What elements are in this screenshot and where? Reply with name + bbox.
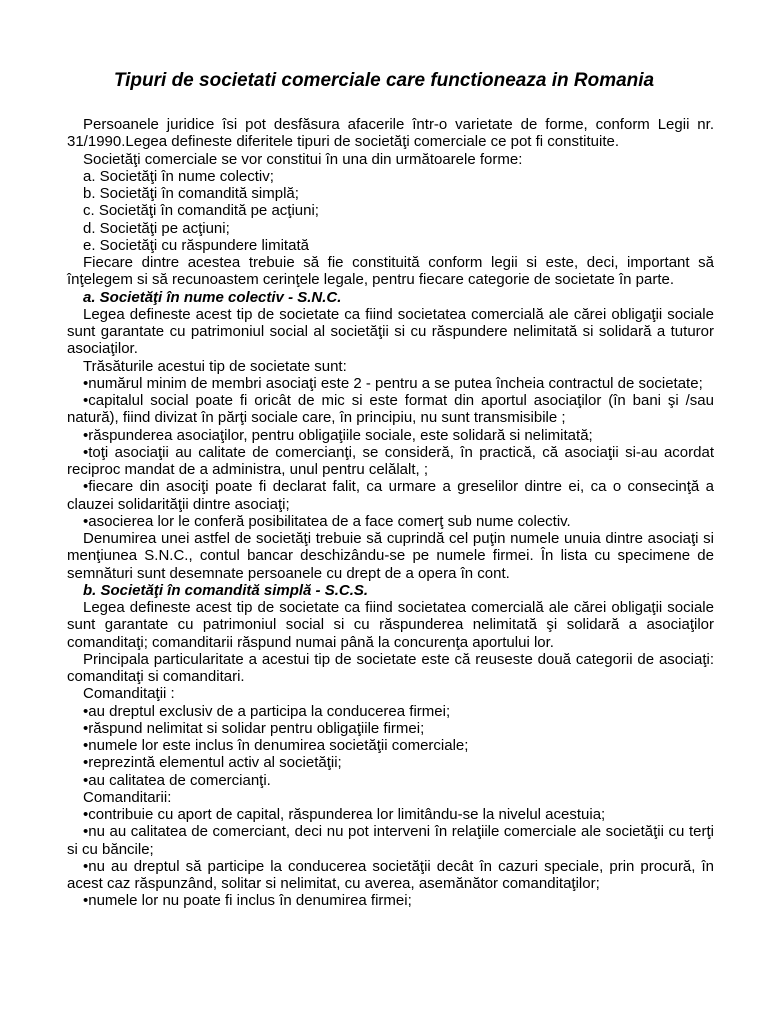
document-body: [67, 116, 714, 910]
general-partner-trait-item: •numele lor este inclus în denumirea societăţii comerciale;: [83, 737, 469, 754]
scs-section: [67, 582, 714, 910]
general-partner-trait-item: •reprezintă elementul activ al societăţii;: [83, 754, 342, 772]
snc-trait-item-continuation: natură), fiind divizat în părţi sociale care, în principiu, nu sunt transmisibile ;: [67, 409, 566, 427]
requirements-paragraph-line: înţelegem si să recunoastem cerinţele legale, pentru fiecare categorie de societate în parte.: [67, 271, 675, 289]
scs-definition-line: Legea defineste acest tip de societate ca fiind societatea comercială ale cărei obligaţii sociale: [83, 599, 714, 616]
limited-partner-trait-item: •numele lor nu poate fi inclus în denumirea firmei;: [83, 892, 412, 910]
limited-partners-label: Comanditarii:: [83, 788, 172, 806]
snc-definition-line: sunt garantate cu patrimoniul social al societăţii si cu răspundere nelimitată si solidară a tuturor: [67, 323, 714, 340]
scs-particularity-line: Principala particularitate a acestui tip de societate este că reuseste două categorii de asociaţi:: [83, 650, 714, 668]
limited-partner-trait-item: •contribuie cu aport de capital, răspunderea lor limitându-se la nivelul acestuia;: [83, 806, 606, 823]
company-form-item: d. Societăţi pe acţiuni;: [83, 219, 230, 237]
document-title: Tipuri de societati comerciale care functioneaza in Romania: [113, 70, 655, 91]
snc-trait-item: •toţi asociaţii au calitate de comercianţi, se consideră, în practică, că asociaţii si-au acordat: [83, 443, 714, 461]
snc-section-heading: a. Societăţi în nume colectiv - S.N.C.: [83, 288, 342, 306]
forms-intro-text: Societăţi comerciale se vor constitui în una din următoarele forme:: [83, 150, 523, 168]
intro-paragraph-line: 31/1990.Legea defineste diferitele tipuri de societăţi comerciale ce pot fi constituite.: [67, 133, 619, 151]
intro-paragraph-line: Persoanele juridice îsi pot desfăsura afacerile într-o varietate de forme, conform Legii nr.: [83, 116, 714, 133]
company-form-item: a. Societăţi în nume colectiv;: [83, 167, 274, 185]
snc-naming-paragraph-line: semnături sunt desemnate persoanele cu drept de a opera în cont.: [67, 564, 510, 582]
snc-definition-line: Legea defineste acest tip de societate ca fiind societatea comercială ale cărei obligaţii sociale: [83, 305, 714, 323]
limited-partner-trait-item-continuation: si cu băncile;: [67, 840, 154, 858]
scs-definition-line: sunt garantate cu patrimoniul social si cu răspunderea nelimitată şi solidară a asociaţilor: [67, 616, 714, 634]
snc-trait-item-continuation: clauzei solidarităţii dintre asociaţi;: [67, 495, 290, 513]
snc-definition-line: asociaţilor.: [67, 340, 138, 358]
snc-naming-paragraph-line: Denumirea unei astfel de societăţi trebuie să cuprindă cel puţin numele unuia dintre asociaţi si: [83, 530, 714, 547]
general-partner-trait-item: •au dreptul exclusiv de a participa la conducerea firmei;: [83, 702, 451, 720]
snc-trait-item: •numărul minim de membri asociaţi este 2 - pentru a se putea încheia contractul de societate;: [83, 374, 703, 392]
scs-particularity-line: comanditaţi si comanditari.: [67, 668, 245, 685]
snc-trait-item: •fiecare din asociţi poate fi declarat falit, ca urmare a greselilor dintre ei, ca o consecinţă a: [83, 478, 714, 496]
requirements-paragraph-line: Fiecare dintre acestea trebuie să fie constituită conform legii si este, deci, important să: [83, 254, 714, 271]
scs-definition-line: comanditaţi; comanditarii răspund numai până la concurenţa aportului lor.: [67, 633, 554, 651]
limited-partner-trait-item: •nu au calitatea de comerciant, deci nu pot interveni în relaţiile comerciale ale societăţii cu terţi: [83, 823, 714, 841]
snc-traits-intro: Trăsăturile acestui tip de societate sunt:: [83, 357, 347, 375]
snc-section: [67, 289, 714, 582]
limited-partner-trait-item: •nu au dreptul să participe la conducerea societăţii decât în cazuri speciale, prin procură, în: [83, 857, 714, 875]
snc-trait-item: •capitalul social poate fi oricât de mic si este format din aportul asociaţilor (în bani şi /sau: [83, 392, 714, 409]
general-partner-trait-item: •au calitatea de comercianţi.: [83, 771, 271, 789]
snc-trait-item: •asocierea lor le conferă posibilitatea de a face comerţ sub nume colectiv.: [83, 512, 571, 530]
snc-trait-item-continuation: reciproc mandat de a administra, unul pentru celălalt, ;: [67, 461, 429, 478]
scs-section-heading: b. Societăţi în comandită simplă - S.C.S.: [83, 581, 369, 599]
snc-trait-item: •răspunderea asociaţilor, pentru obligaţiile sociale, este solidară si nelimitată;: [83, 426, 593, 444]
company-form-item: c. Societăţi în comandită pe acţiuni;: [83, 202, 319, 220]
intro-section: [67, 116, 714, 289]
snc-naming-paragraph-line: menţiunea S.N.C., contul bancar deschizându-se pe numele firmei. În lista cu specimene de: [67, 547, 714, 565]
limited-partner-trait-item-continuation: acest caz răspunzând, solitar si nelimitat, cu averea, asemănător comanditaţilor;: [67, 875, 600, 892]
company-form-item: e. Societăţi cu răspundere limitată: [83, 236, 309, 254]
general-partners-label: Comanditaţii :: [83, 685, 175, 703]
company-form-item: b. Societăţi în comandită simplă;: [83, 185, 299, 202]
general-partner-trait-item: •răspund nelimitat si solidar pentru obligaţiile firmei;: [83, 719, 425, 737]
